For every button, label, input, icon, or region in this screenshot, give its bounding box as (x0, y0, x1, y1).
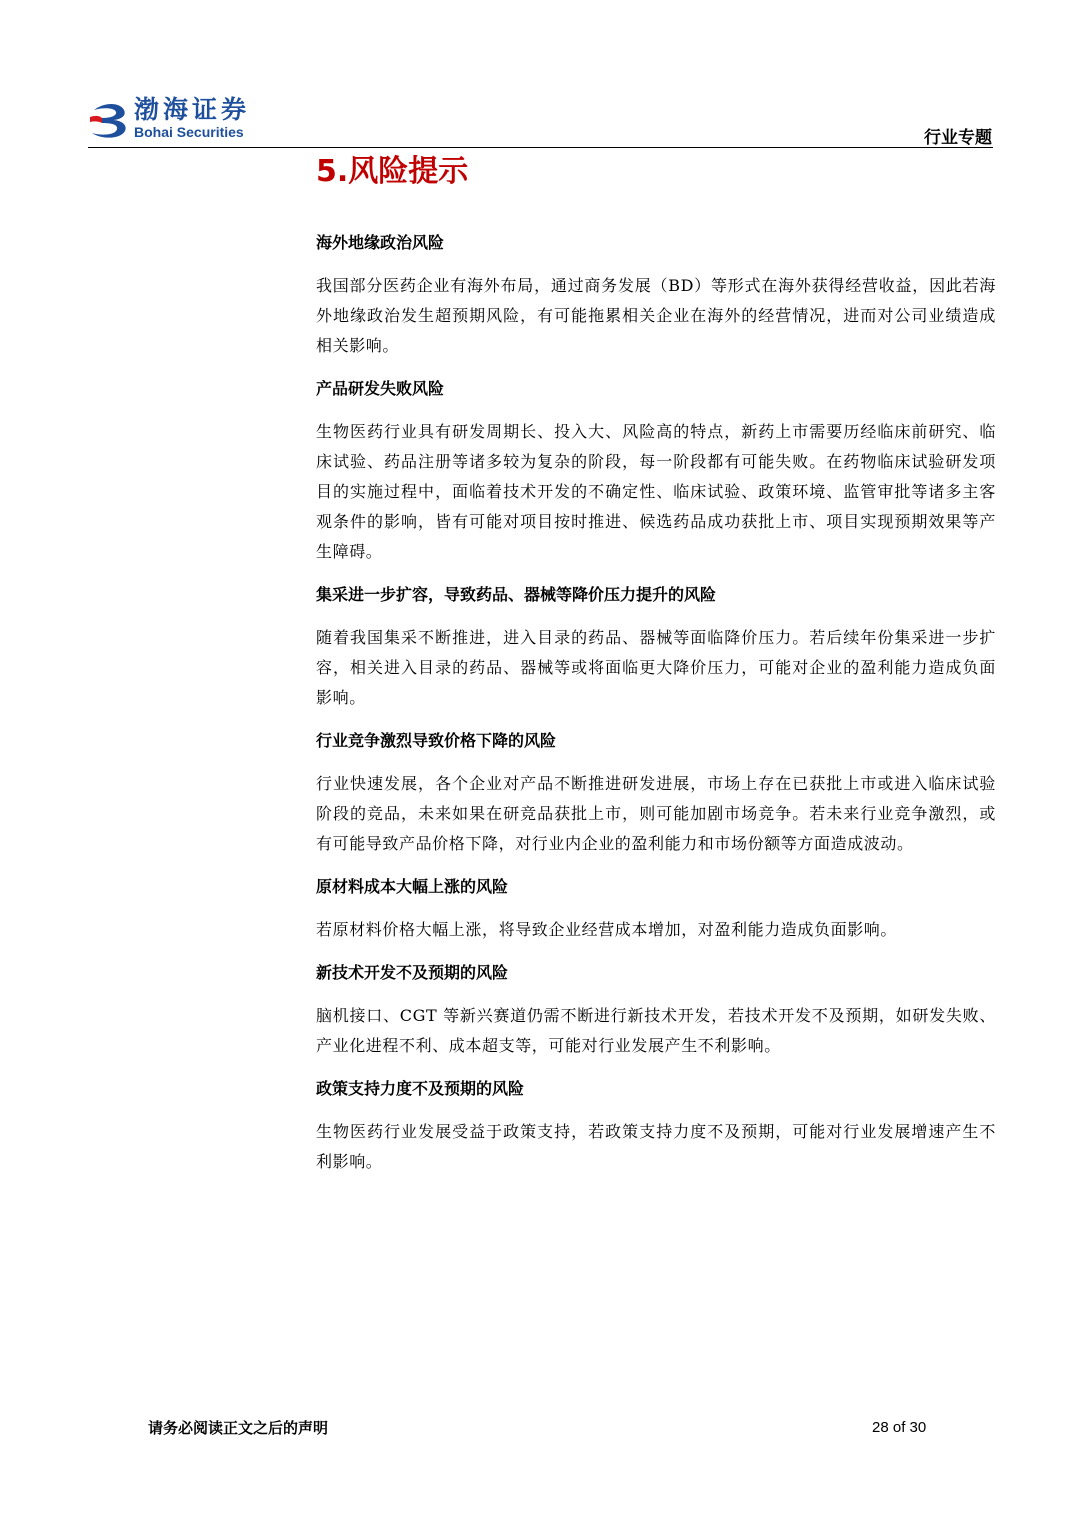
footer-disclaimer: 请务必阅读正文之后的声明 (148, 1419, 329, 1437)
section-title (316, 150, 468, 194)
risk-body: 随着我国集采不断推进，进入目录的药品、器械等面临降价压力。若后续年份集采进一步扩容，相关进入目录的药品、器械等或将面临更大降价压力，可能对企业的盈利能力造成负面影响。 (316, 628, 996, 707)
risk-item (316, 230, 996, 361)
section-title-text: 风险提示 (348, 154, 469, 189)
risk-body: 脑机接口、CGT 等新兴赛道仍需不断进行新技术开发，若技术开发不及预期，如研发失败、产业化进程不利、成本超支等，可能对行业发展产生不利影响。 (316, 1006, 996, 1055)
risk-title: 集采进一步扩容，导致药品、器械等降价压力提升的风险 (316, 585, 717, 604)
risk-item (316, 728, 996, 859)
risk-body: 行业快速发展，各个企业对产品不断推进研发进展，市场上存在已获批上市或进入临床试验阶段的竞品，未来如果在研竞品获批上市，则可能加剧市场竞争。若未来行业竞争激烈，或有可能导致产品价格下降，对行业内企业的盈利能力和市场份额等方面造成波动。 (316, 774, 996, 853)
risk-title: 原材料成本大幅上涨的风险 (316, 877, 509, 896)
page-number: 28 of 30 (872, 1419, 927, 1436)
risk-body: 生物医药行业具有研发周期长、投入大、风险高的特点，新药上市需要历经临床前研究、临床试验、药品注册等诸多较为复杂的阶段，每一阶段都有可能失败。在药物临床试验研发项目的实施过程中，面临着技术开发的不确定性、临床试验、政策环境、监管审批等诸多主客观条件的影响，皆有可能对项目按时推进、候选药品成功获批上市、项目实现预期效果等产生障碍。 (316, 422, 996, 561)
risk-item (316, 874, 996, 945)
risk-title: 新技术开发不及预期的风险 (316, 963, 509, 982)
risk-item (316, 960, 996, 1061)
logo-english-name: Bohai Securities (134, 124, 244, 140)
risk-item (316, 1076, 996, 1177)
header-divider (88, 147, 993, 148)
risk-body: 若原材料价格大幅上涨，将导致企业经营成本增加，对盈利能力造成负面影响。 (316, 920, 898, 939)
risk-item (316, 582, 996, 713)
section-number: 5. (316, 154, 349, 189)
bohai-logo-icon (90, 100, 130, 140)
risk-item (316, 376, 996, 567)
report-type: 行业专题 (924, 128, 992, 148)
risk-title: 海外地缘政治风险 (316, 233, 445, 252)
risk-list (316, 230, 996, 1192)
logo-chinese-name: 渤海证券 (134, 95, 251, 124)
risk-title: 行业竞争激烈导致价格下降的风险 (316, 731, 557, 750)
company-logo (90, 96, 300, 146)
risk-title: 产品研发失败风险 (316, 379, 445, 398)
risk-body: 我国部分医药企业有海外布局，通过商务发展（BD）等形式在海外获得经营收益，因此若海外地缘政治发生超预期风险，有可能拖累相关企业在海外的经营情况，进而对公司业绩造成相关影响。 (316, 276, 996, 355)
risk-body: 生物医药行业发展受益于政策支持，若政策支持力度不及预期，可能对行业发展增速产生不利影响。 (316, 1122, 996, 1171)
risk-title: 政策支持力度不及预期的风险 (316, 1079, 525, 1098)
